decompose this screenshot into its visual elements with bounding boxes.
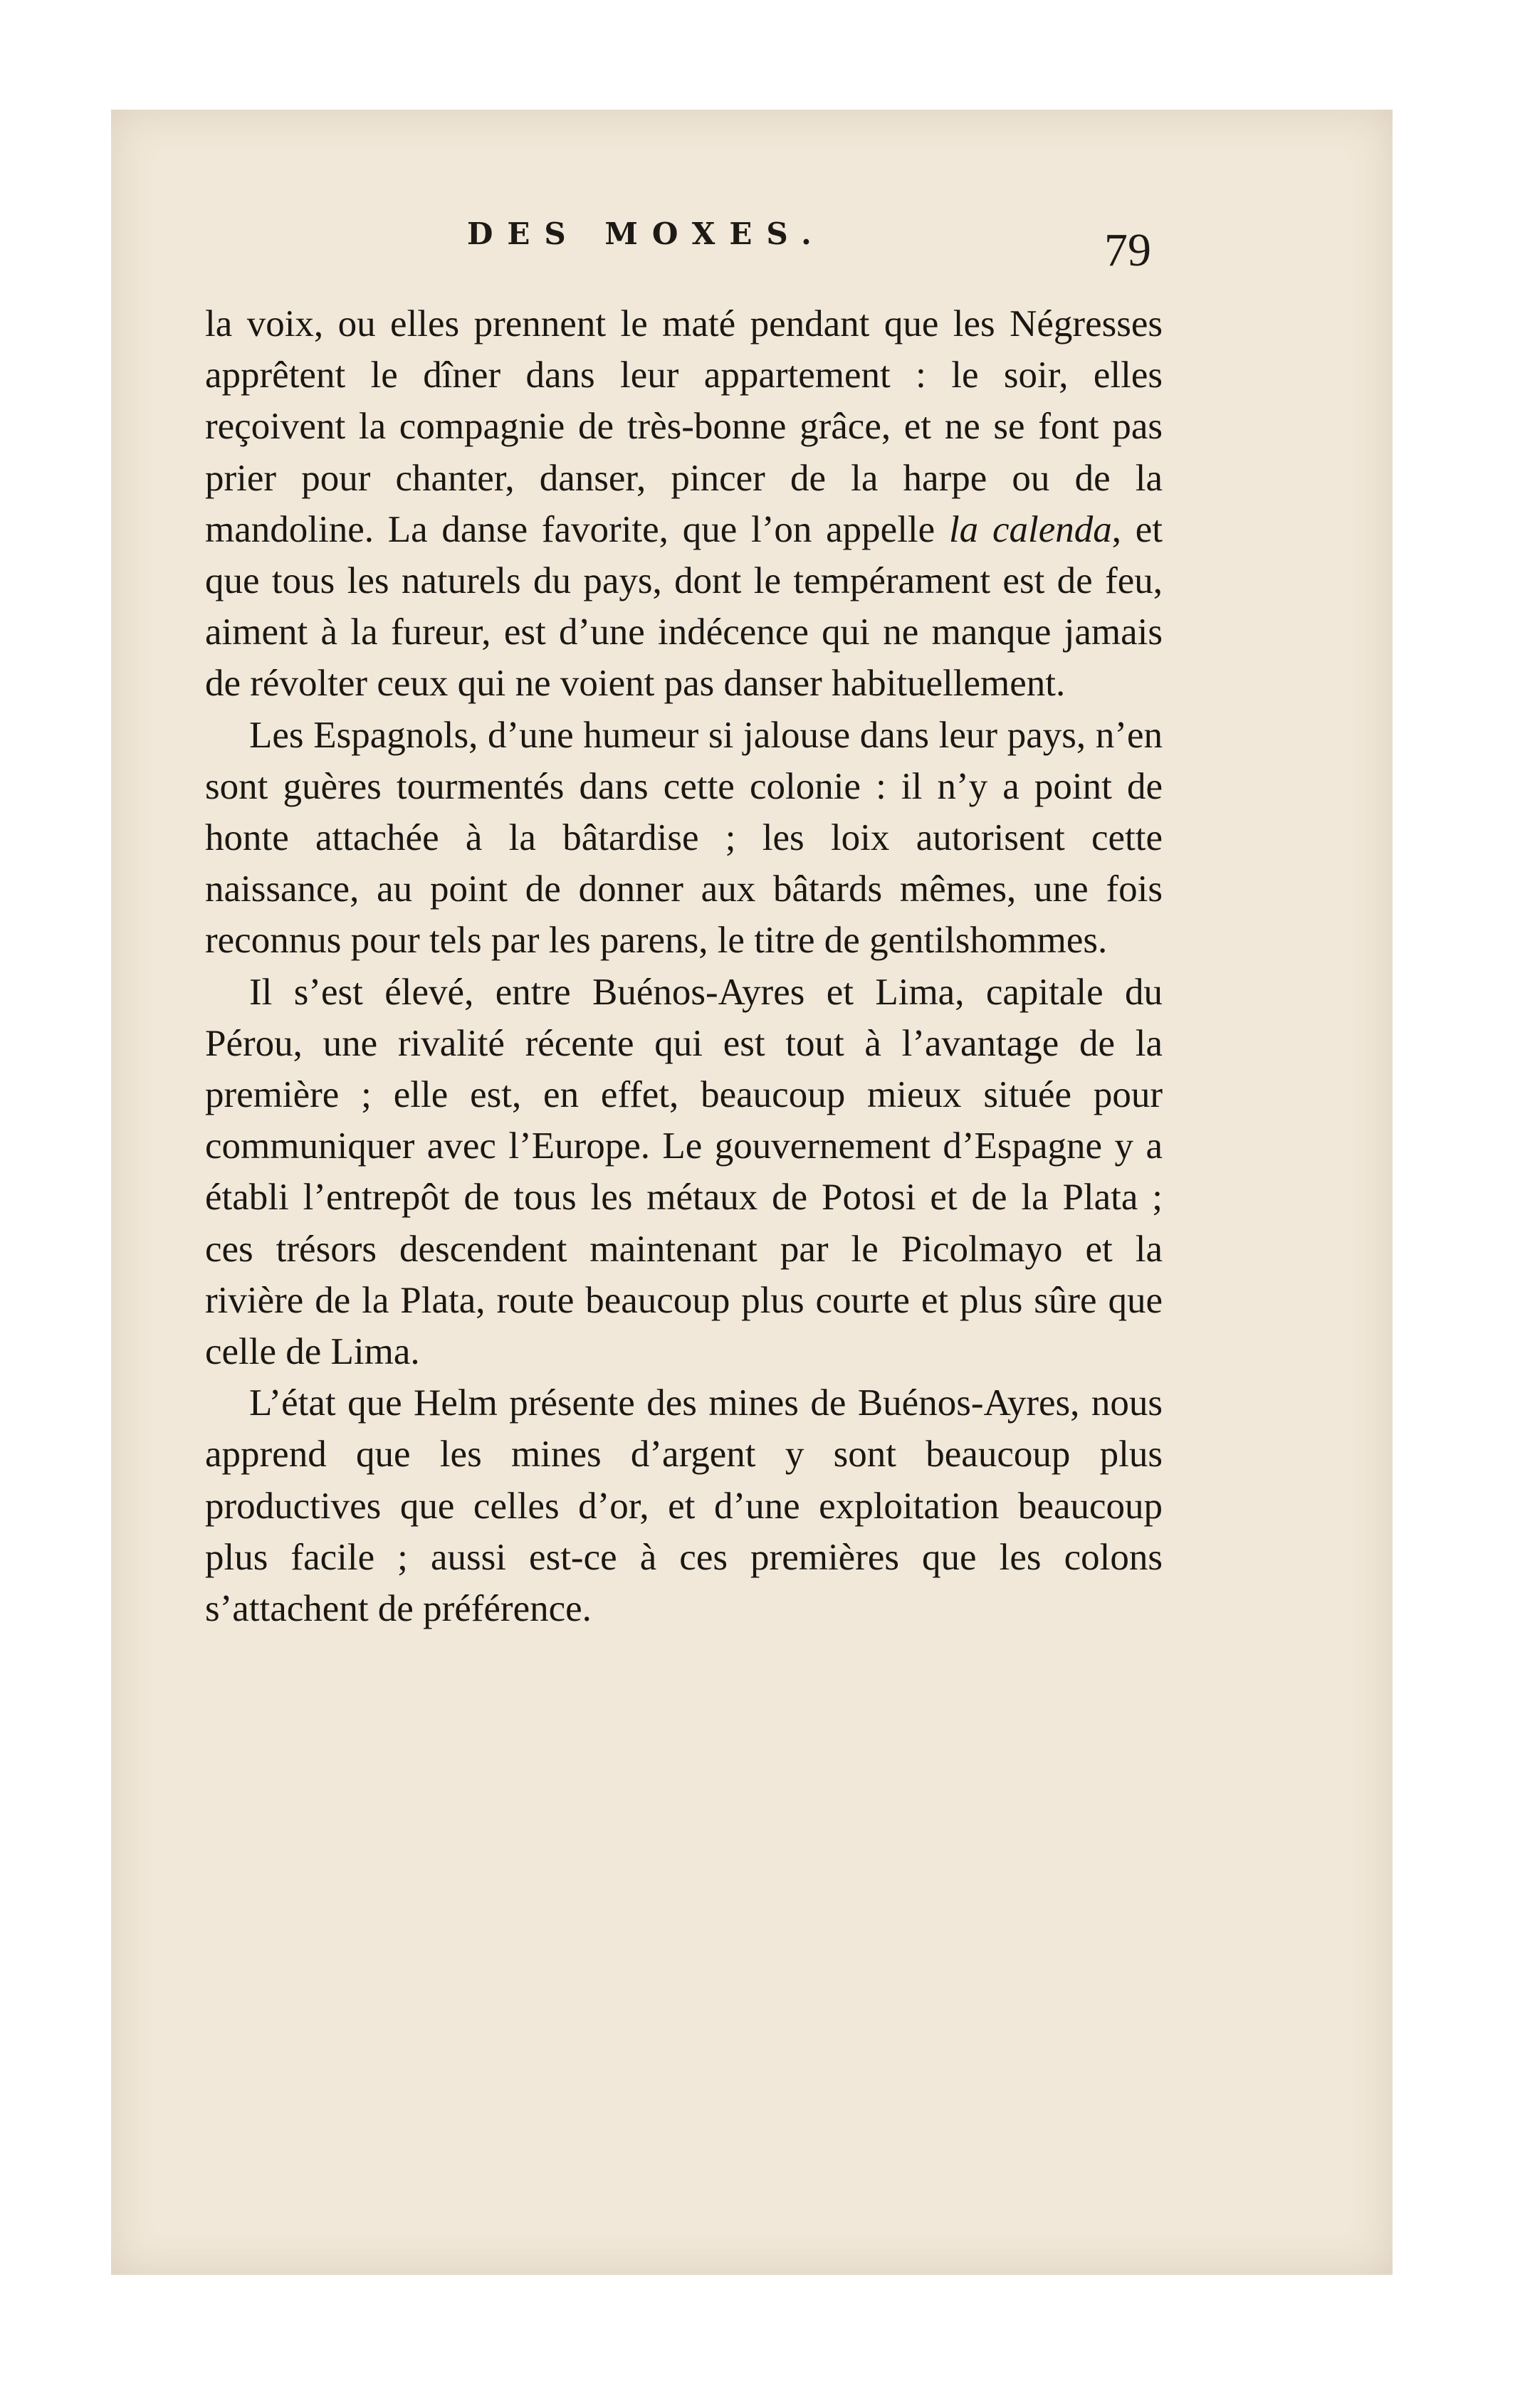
- paragraph-1-text-a: la voix, ou elles prennent le maté pendant que les Négresses apprêtent le dîner dans leur appartement : le soir, elles reçoivent la compagnie de très-bonne grâce, et ne se font pas prier pour chanter, danser, pincer de la harpe ou de la mandoline. La danse favorite, que l’on appelle: [205, 303, 1163, 550]
- page-number: 79: [1104, 224, 1151, 276]
- paragraph-1-text-b: , et que tous les naturels du pays, dont le tempérament est de feu, aiment à la fureur, est d’une indécence qui ne manque jamais de révolter ceux qui ne voient pas danser habituellement.: [205, 508, 1163, 705]
- paragraph-3: Il s’est élevé, entre Buénos-Ayres et Lima, capitale du Pérou, une rivalité récente qui est tout à l’avantage de la première ; elle est, en effet, beaucoup mieux située pour communiquer avec l’Europe. Le gouvernement d’Espagne y a établi l’entrepôt de tous les métaux de Potosi et de la Plata ; ces trésors descendent maintenant par le Picolmayo et la rivière de la Plata, route beaucoup plus courte et plus sûre que celle de Lima.: [205, 971, 1163, 1373]
- body-text: [205, 298, 1163, 1634]
- paragraph-4: L’état que Helm présente des mines de Buénos-Ayres, nous apprend que les mines d’argent y sont beaucoup plus productives que celles d’or, et d’une exploitation beaucoup plus facile ; aussi est-ce à ces premières que les colons s’attachent de préférence.: [205, 1382, 1163, 1630]
- running-head: DES MOXES.: [467, 216, 826, 251]
- paragraph-2: Les Espagnols, d’une humeur si jalouse dans leur pays, n’en sont guères tourmentés dans cette colonie : il n’y a point de honte attachée à la bâtardise ; les loix autorisent cette naissance, au point de donner aux bâtards mêmes, une fois reconnus pour tels par les parens, le titre de gentilshommes.: [205, 714, 1163, 962]
- book-page: [111, 110, 1393, 2275]
- paragraph-1: [205, 298, 1163, 710]
- italic-term-calenda: la calenda: [948, 508, 1112, 550]
